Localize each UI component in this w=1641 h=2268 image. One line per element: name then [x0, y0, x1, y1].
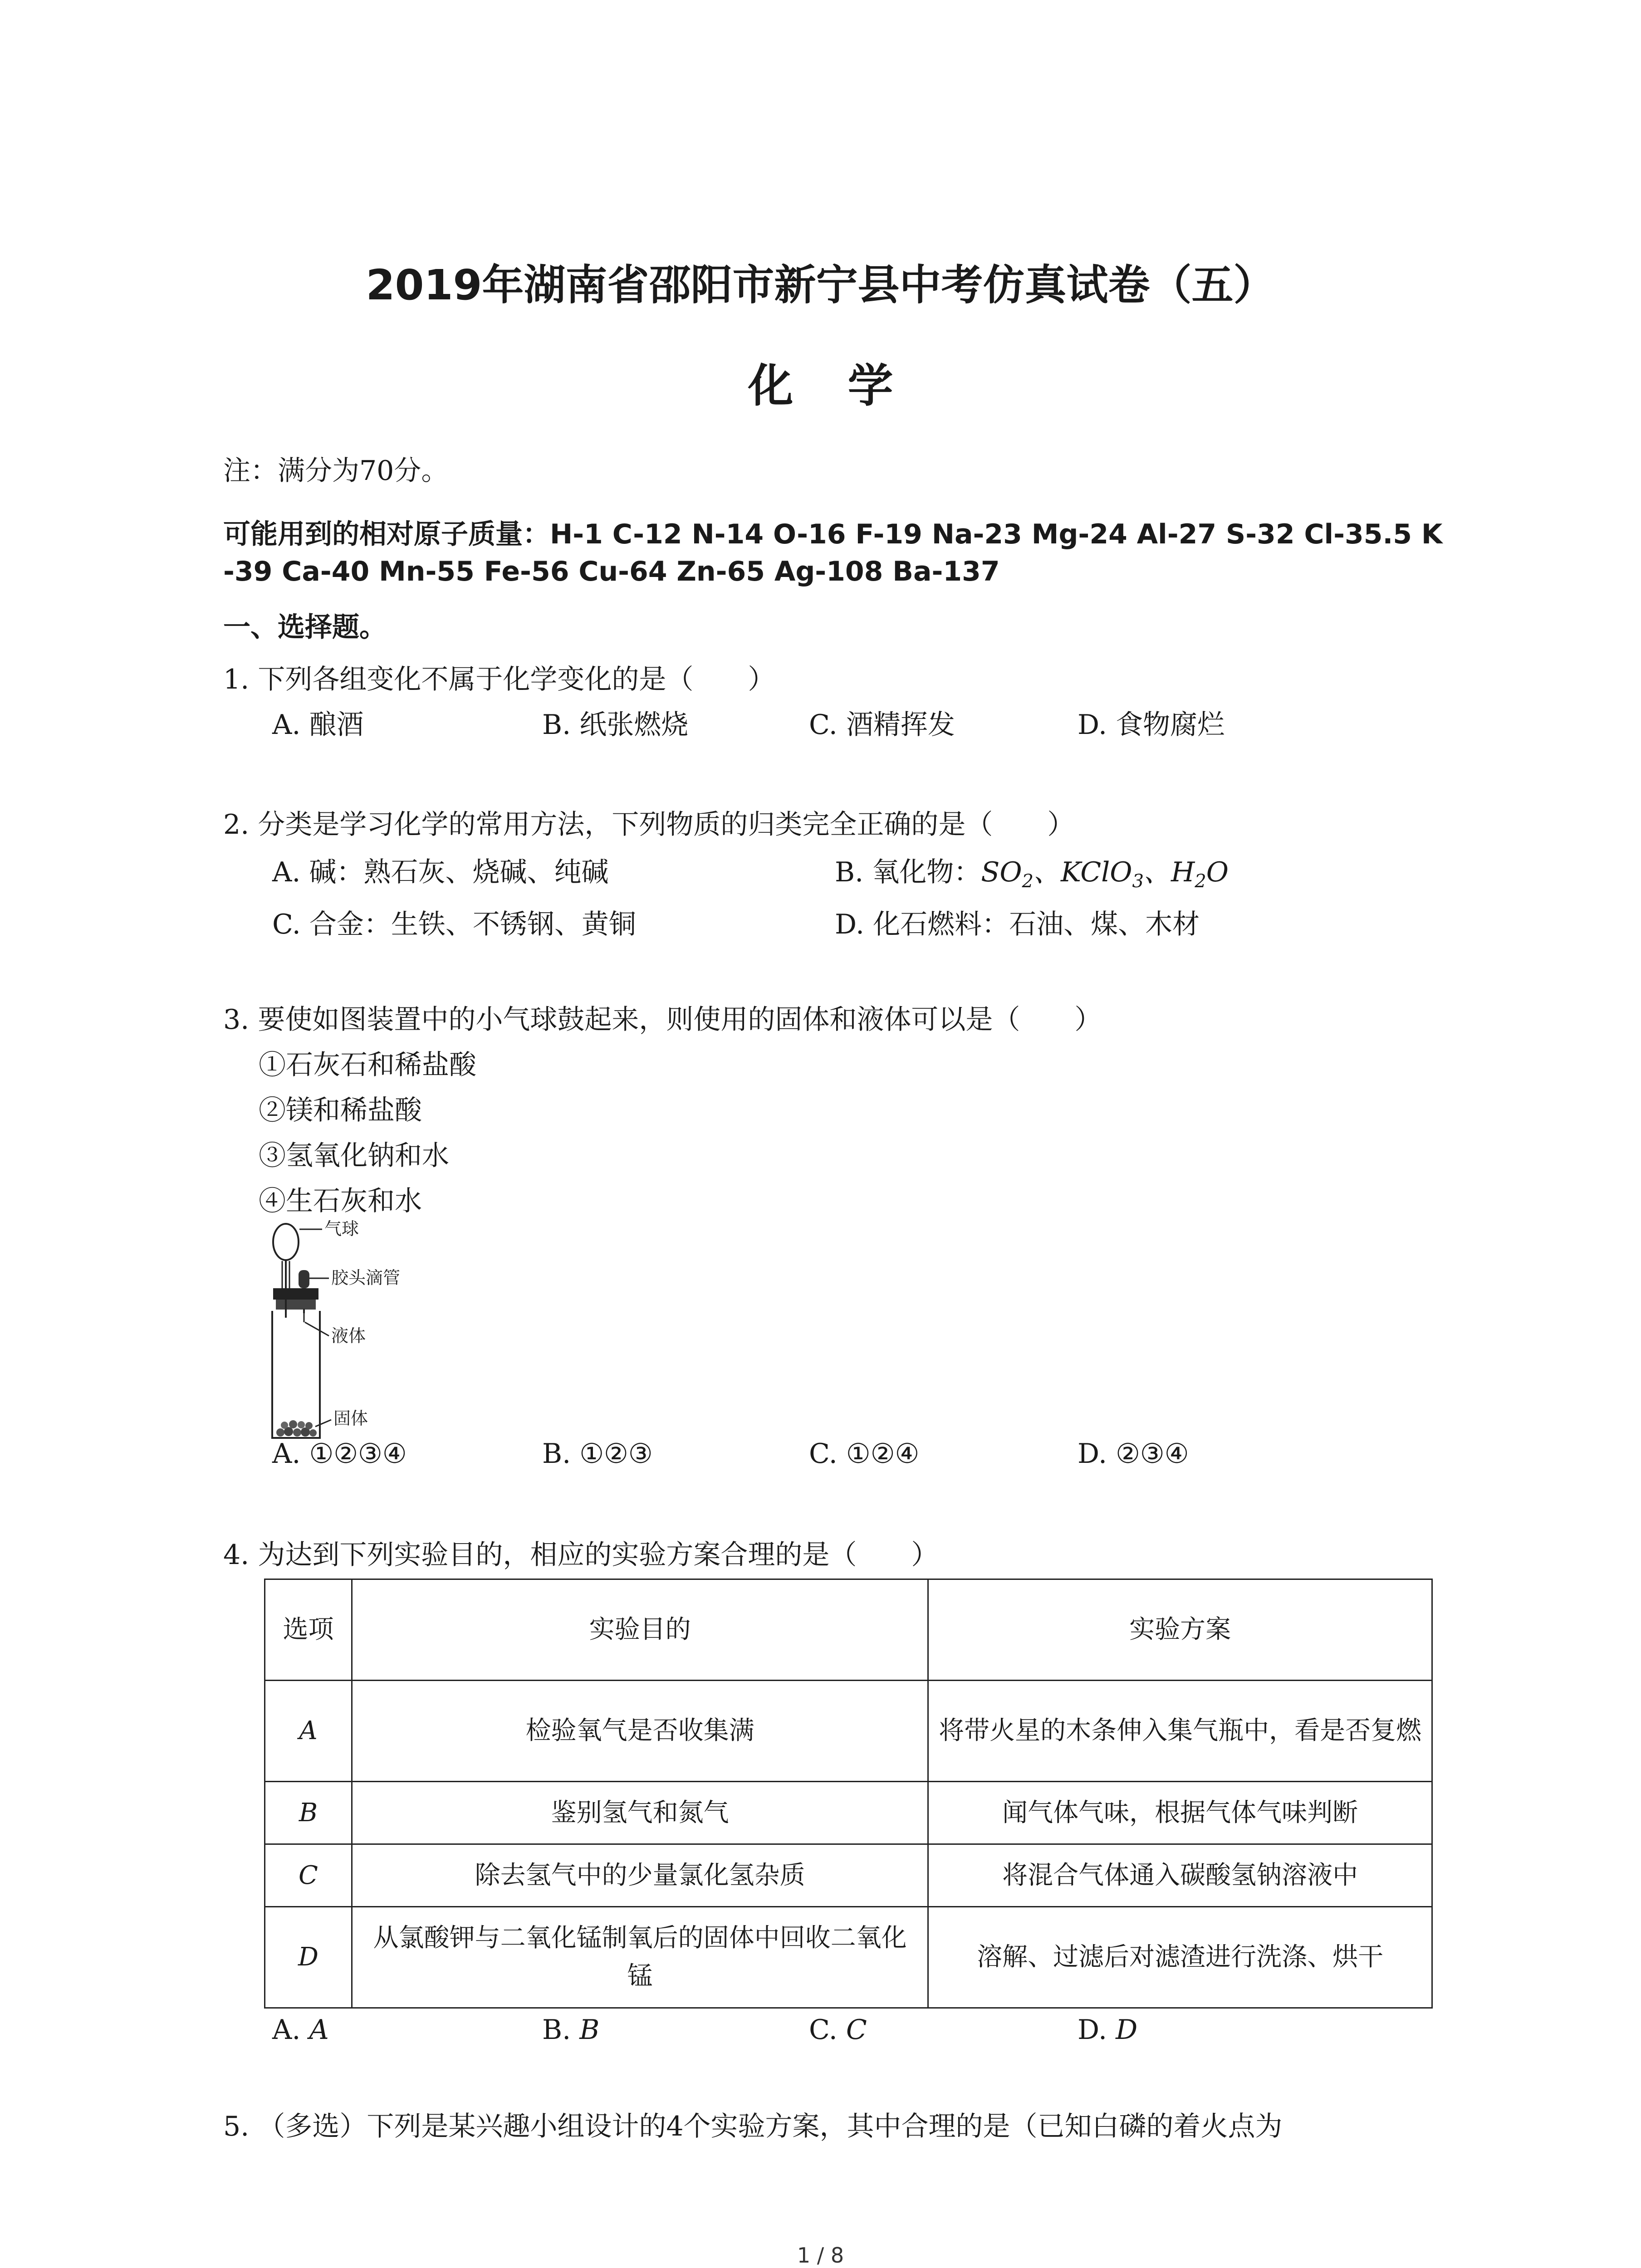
q3-item-2: ②镁和稀盐酸	[259, 1095, 422, 1126]
atomic-mass-line-2: -39 Ca-40 Mn-55 Fe-56 Cu-64 Zn-65 Ag-108 Ba-137	[223, 556, 1000, 587]
q2-option-b: B. 氧化物：$SO_2$、KClO$_3$、$H_2O$	[835, 856, 1229, 892]
q3-item-4: ④生石灰和水	[259, 1185, 422, 1217]
q4-option-c: C. C	[809, 2014, 867, 2046]
balloon-apparatus-figure	[254, 1220, 445, 1442]
experiment-table	[264, 1579, 1433, 2009]
exam-title: 2019年湖南省邵阳市新宁县中考仿真试卷（五）	[366, 261, 1275, 309]
table-row: A 检验氧气是否收集满 将带火星的木条伸入集气瓶中，看是否复燃	[265, 1681, 1432, 1782]
header-option: 选项	[265, 1579, 352, 1681]
subject-title: 化学	[748, 359, 948, 412]
q1-option-d: D. 食物腐烂	[1078, 709, 1225, 741]
solid-particles	[276, 1420, 317, 1437]
q2-option-a: A. 碱：熟石灰、烧碱、纯碱	[272, 856, 609, 888]
q4-option-a: A. A	[272, 2014, 329, 2046]
balloon-shape	[273, 1224, 299, 1260]
question-5-stem: 5. （多选）下列是某兴趣小组设计的4个实验方案，其中合理的是（已知白磷的着火点为	[223, 2111, 1283, 2142]
table-row: B 鉴别氢气和氮气 闻气体气味，根据气体气味判断	[265, 1782, 1432, 1844]
question-4-stem: 4. 为达到下列实验目的，相应的实验方案合理的是（ ）	[223, 1539, 939, 1571]
label-solid: 固体	[333, 1408, 368, 1428]
dropper-bulb	[299, 1270, 309, 1288]
label-liquid: 液体	[331, 1326, 366, 1346]
page-number: 1 / 8	[797, 2243, 844, 2268]
q4-option-b: B. B	[542, 2014, 600, 2046]
section-heading: 一、选择题。	[223, 611, 387, 643]
q1-option-c: C. 酒精挥发	[809, 709, 955, 741]
q3-option-d: D. ②③④	[1078, 1438, 1189, 1470]
score-note: 注：满分为70分。	[223, 455, 449, 487]
q2-option-d: D. 化石燃料：石油、煤、木材	[835, 909, 1200, 940]
q3-item-1: ①石灰石和稀盐酸	[259, 1049, 476, 1081]
table-header-row	[265, 1579, 1432, 1681]
label-dropper: 胶头滴管	[331, 1268, 401, 1288]
question-1-stem: 1. 下列各组变化不属于化学变化的是（ ）	[223, 664, 775, 695]
q3-option-c: C. ①②④	[809, 1438, 920, 1470]
q3-item-3: ③氢氧化钠和水	[259, 1140, 449, 1172]
stopper	[273, 1288, 318, 1300]
q1-option-a: A. 酿酒	[272, 709, 364, 741]
header-plan: 实验方案	[928, 1579, 1432, 1681]
bottle	[272, 1311, 320, 1438]
table-row: C 除去氢气中的少量氯化氢杂质 将混合气体通入碳酸氢钠溶液中	[265, 1844, 1432, 1907]
q1-option-b: B. 纸张燃烧	[542, 709, 689, 741]
label-balloon: 气球	[324, 1220, 359, 1239]
q2-option-c: C. 合金：生铁、不锈钢、黄铜	[272, 909, 636, 940]
q4-option-d: D. D	[1078, 2014, 1138, 2046]
header-purpose: 实验目的	[352, 1579, 928, 1681]
q3-option-a: A. ①②③④	[272, 1438, 407, 1470]
question-2-stem: 2. 分类是学习化学的常用方法，下列物质的归类完全正确的是（ ）	[223, 809, 1075, 841]
q3-option-b: B. ①②③	[542, 1438, 653, 1470]
table-row: D 从氯酸钾与二氧化锰制氧后的固体中回收二氧化锰 溶解、过滤后对滤渣进行洗涤、烘干	[265, 1907, 1432, 2008]
question-3-stem: 3. 要使如图装置中的小气球鼓起来，则使用的固体和液体可以是（ ）	[223, 1004, 1102, 1036]
atomic-mass-line-1: 可能用到的相对原子质量：H-1 C-12 N-14 O-16 F-19 Na-23 Mg-24 Al-27 S-32 Cl-35.5 K	[223, 518, 1443, 550]
